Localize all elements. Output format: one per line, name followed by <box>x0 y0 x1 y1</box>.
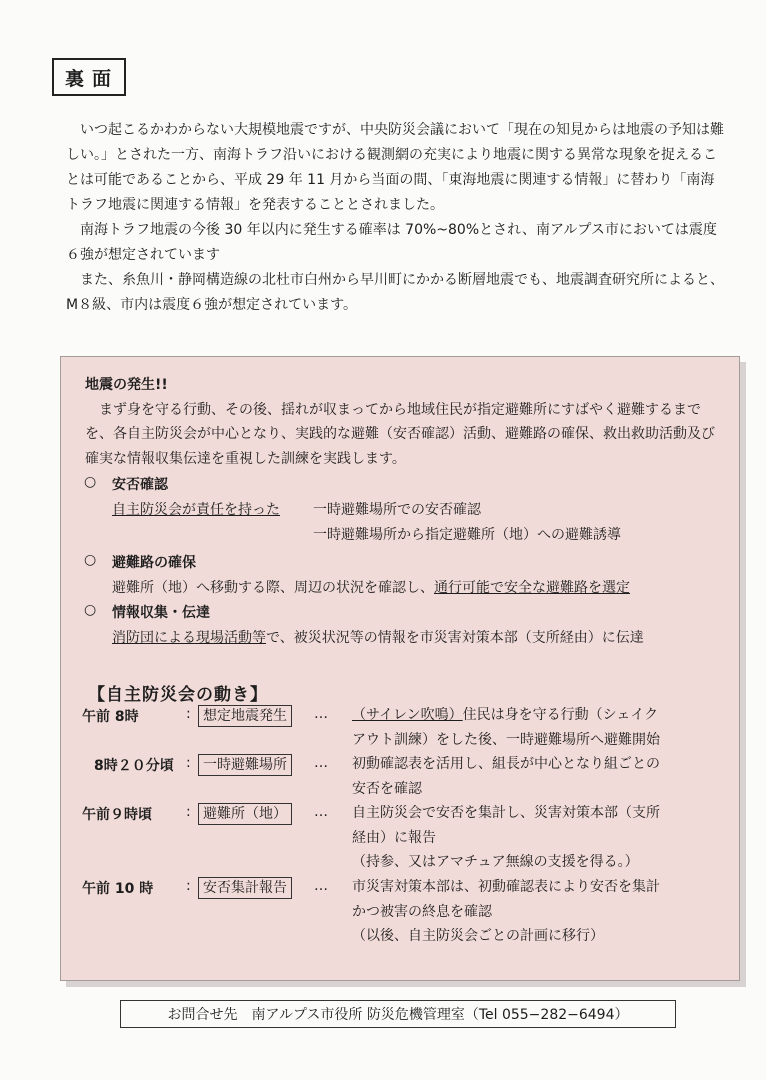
schedule-label: 避難所（地） <box>198 803 292 825</box>
schedule-label: 一時避難場所 <box>198 754 292 776</box>
scenario-title: 地震の発生!! <box>85 377 168 393</box>
route-text <box>112 577 630 597</box>
safety-bullet: ○ <box>84 474 97 490</box>
schedule-desc <box>352 801 732 875</box>
schedule-desc-a: 自主防災会で安否を集計し、災害対策本部（支所 <box>352 805 660 821</box>
schedule-title: 【自主防災会の動き】 <box>88 685 268 705</box>
schedule-desc-a: 市災害対策本部は、初動確認表により安否を集計 <box>352 879 660 895</box>
schedule-desc-b: 住民は身を守る行動（シェイク <box>462 707 659 723</box>
contact-footer: お問合せ先 南アルプス市役所 防災危機管理室（Tel 055−282−6494） <box>120 1000 676 1028</box>
route-heading: 避難路の確保 <box>112 555 196 571</box>
schedule-time: 8時２０分頃 <box>94 758 174 774</box>
schedule-dots: … <box>314 706 330 722</box>
schedule-label: 安否集計報告 <box>198 877 292 899</box>
safety-line-2: 一時避難場所から指定避難所（地）への避難誘導 <box>313 527 621 543</box>
info-text <box>112 627 644 647</box>
schedule-desc-a: （サイレン吹鳴） <box>352 707 463 723</box>
info-bullet: ○ <box>84 602 97 618</box>
schedule-desc <box>352 703 732 752</box>
route-text-b: 通行可能で安全な避難路を選定 <box>434 580 630 596</box>
intro-paragraph-1: いつ起こるかわからない大規模地震ですが、中央防災会議において「現在の知見からは地震の予知は難しい。」とされた一方、南海トラフ沿いにおける観測網の充実により地震に関する異常な現象を捉えることは可能であることから、平成 29 年 11 月から当面の間、「東海地震に関連する情報」に替わり「南海トラフ地震に関連する情報」を発表することとされました。 <box>66 122 724 213</box>
schedule-colon: : <box>186 804 191 820</box>
schedule-desc-b: 経由）に報告 <box>352 829 436 846</box>
schedule-time: 午前 8時 <box>82 709 139 725</box>
info-text-b: で、被災状況等の情報を市災害対策本部（支所経由）に伝達 <box>266 630 644 646</box>
schedule-desc-c: （以後、自主防災会ごとの計画に移行） <box>352 928 604 944</box>
intro-section <box>66 118 726 318</box>
page-side-label: 裏面 <box>52 58 126 96</box>
route-bullet: ○ <box>84 552 97 568</box>
schedule-label: 想定地震発生 <box>198 705 292 727</box>
schedule-desc-c: （持参、又はアマチュア無線の支援を得る。） <box>352 854 639 870</box>
info-heading: 情報収集・伝達 <box>112 605 210 621</box>
schedule-time: 午前 10 時 <box>82 881 154 897</box>
intro-paragraph-2: 南海トラフ地震の今後 30 年以内に発生する確率は 70%~80%とされ、南アルプス市においては震度６強が想定されています <box>66 222 717 263</box>
safety-heading: 安否確認 <box>112 477 168 493</box>
info-text-a: 消防団による現場活動等 <box>112 630 266 646</box>
schedule-colon: : <box>186 878 191 894</box>
schedule-colon: : <box>186 706 191 722</box>
schedule-desc <box>352 875 732 949</box>
intro-paragraph-3: また、糸魚川・静岡構造線の北杜市白州から早川町にかかる断層地震でも、地震調査研究所によると、M８級、市内は震度６強が想定されています。 <box>66 272 724 313</box>
safety-actor: 自主防災会が責任を持った <box>112 502 280 518</box>
schedule-desc <box>352 752 732 801</box>
schedule-desc-a: 初動確認表を活用し、組長が中心となり組ごとの <box>352 756 660 772</box>
route-text-a: 避難所（地）へ移動する際、周辺の状況を確認し、 <box>112 580 434 596</box>
schedule-desc-b: かつ被害の終息を確認 <box>352 903 492 920</box>
scenario-block <box>85 373 725 471</box>
schedule-dots: … <box>314 878 330 894</box>
schedule-dots: … <box>314 755 330 771</box>
schedule-time: 午前９時頃 <box>82 807 152 823</box>
safety-line-1: 一時避難場所での安否確認 <box>313 502 481 518</box>
schedule-desc-b: 安否を確認 <box>352 780 422 797</box>
schedule-desc-c: アウト訓練）をした後、一時避難場所へ避難開始 <box>352 731 660 748</box>
scenario-body: まず身を守る行動、その後、揺れが収まってから地域住民が指定避難所にすばやく避難するまでを、各自主防災会が中心となり、実践的な避難（安否確認）活動、避難路の確保、救出救助活動及び確実な情報収集伝達を重視した訓練を実践します。 <box>85 401 715 467</box>
schedule-dots: … <box>314 804 330 820</box>
schedule-colon: : <box>186 755 191 771</box>
